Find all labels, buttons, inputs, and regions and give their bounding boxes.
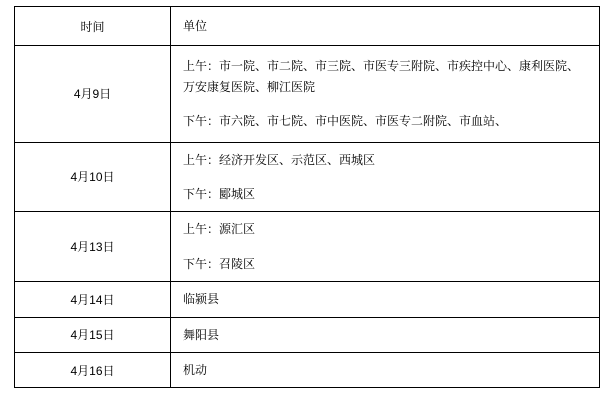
row-unit-cell	[171, 46, 600, 142]
row-unit-cell	[171, 282, 600, 317]
unit-line: 临颍县	[183, 292, 220, 307]
unit-line: 上午：源汇区	[183, 222, 256, 237]
row-time-cell	[15, 282, 171, 317]
row-unit-cell	[171, 352, 600, 387]
unit-block-morning	[183, 150, 587, 170]
unit-line: 下午：郾城区	[183, 186, 256, 201]
unit-line: 机动	[183, 362, 208, 377]
header-cell-time	[15, 7, 171, 46]
unit-line: 下午：市六院、市七院、市中医院、市医专二附院、市血站、	[183, 114, 508, 129]
row-time-cell	[15, 352, 171, 387]
row-unit-content	[171, 212, 599, 281]
row-time-label: 4月15日	[70, 328, 115, 343]
row-time-label: 4月14日	[70, 292, 115, 307]
unit-block-single	[183, 325, 587, 345]
unit-block-afternoon	[183, 111, 587, 131]
header-unit-label: 单位	[183, 19, 208, 33]
row-time-label: 4月16日	[70, 363, 115, 378]
unit-line: 下午：召陵区	[183, 256, 256, 271]
table-header-row	[15, 7, 600, 46]
table-row	[15, 212, 600, 282]
unit-block-morning	[183, 219, 587, 239]
row-unit-content	[171, 143, 599, 212]
table-row	[15, 46, 600, 142]
row-unit-content	[171, 46, 599, 141]
unit-block-single	[183, 289, 587, 309]
table-row	[15, 317, 600, 352]
unit-line: 万安康复医院、柳江医院	[183, 79, 316, 94]
row-unit-cell	[171, 212, 600, 282]
table-row	[15, 352, 600, 387]
table-row	[15, 142, 600, 212]
row-unit-cell	[171, 317, 600, 352]
schedule-table	[14, 6, 600, 388]
row-time-label: 4月9日	[73, 87, 112, 102]
unit-line: 舞阳县	[183, 327, 220, 342]
unit-block-afternoon	[183, 254, 587, 274]
unit-line: 上午：市一院、市二院、市三院、市医专三附院、市疾控中心、康利医院、	[183, 59, 580, 74]
row-time-cell	[15, 317, 171, 352]
header-time-label: 时间	[80, 19, 105, 34]
row-unit-cell	[171, 142, 600, 212]
header-cell-unit	[171, 7, 600, 46]
row-unit-content	[171, 282, 599, 316]
unit-block-afternoon	[183, 184, 587, 204]
row-time-label: 4月10日	[70, 170, 115, 185]
row-unit-content	[171, 353, 599, 387]
document-page	[0, 6, 611, 408]
table-row	[15, 282, 600, 317]
row-time-cell	[15, 212, 171, 282]
row-unit-content	[171, 318, 599, 352]
unit-block-morning	[183, 56, 587, 97]
unit-line: 上午：经济开发区、示范区、西城区	[183, 152, 376, 167]
unit-block-single	[183, 360, 587, 380]
row-time-cell	[15, 46, 171, 142]
row-time-label: 4月13日	[70, 240, 115, 255]
row-time-cell	[15, 142, 171, 212]
